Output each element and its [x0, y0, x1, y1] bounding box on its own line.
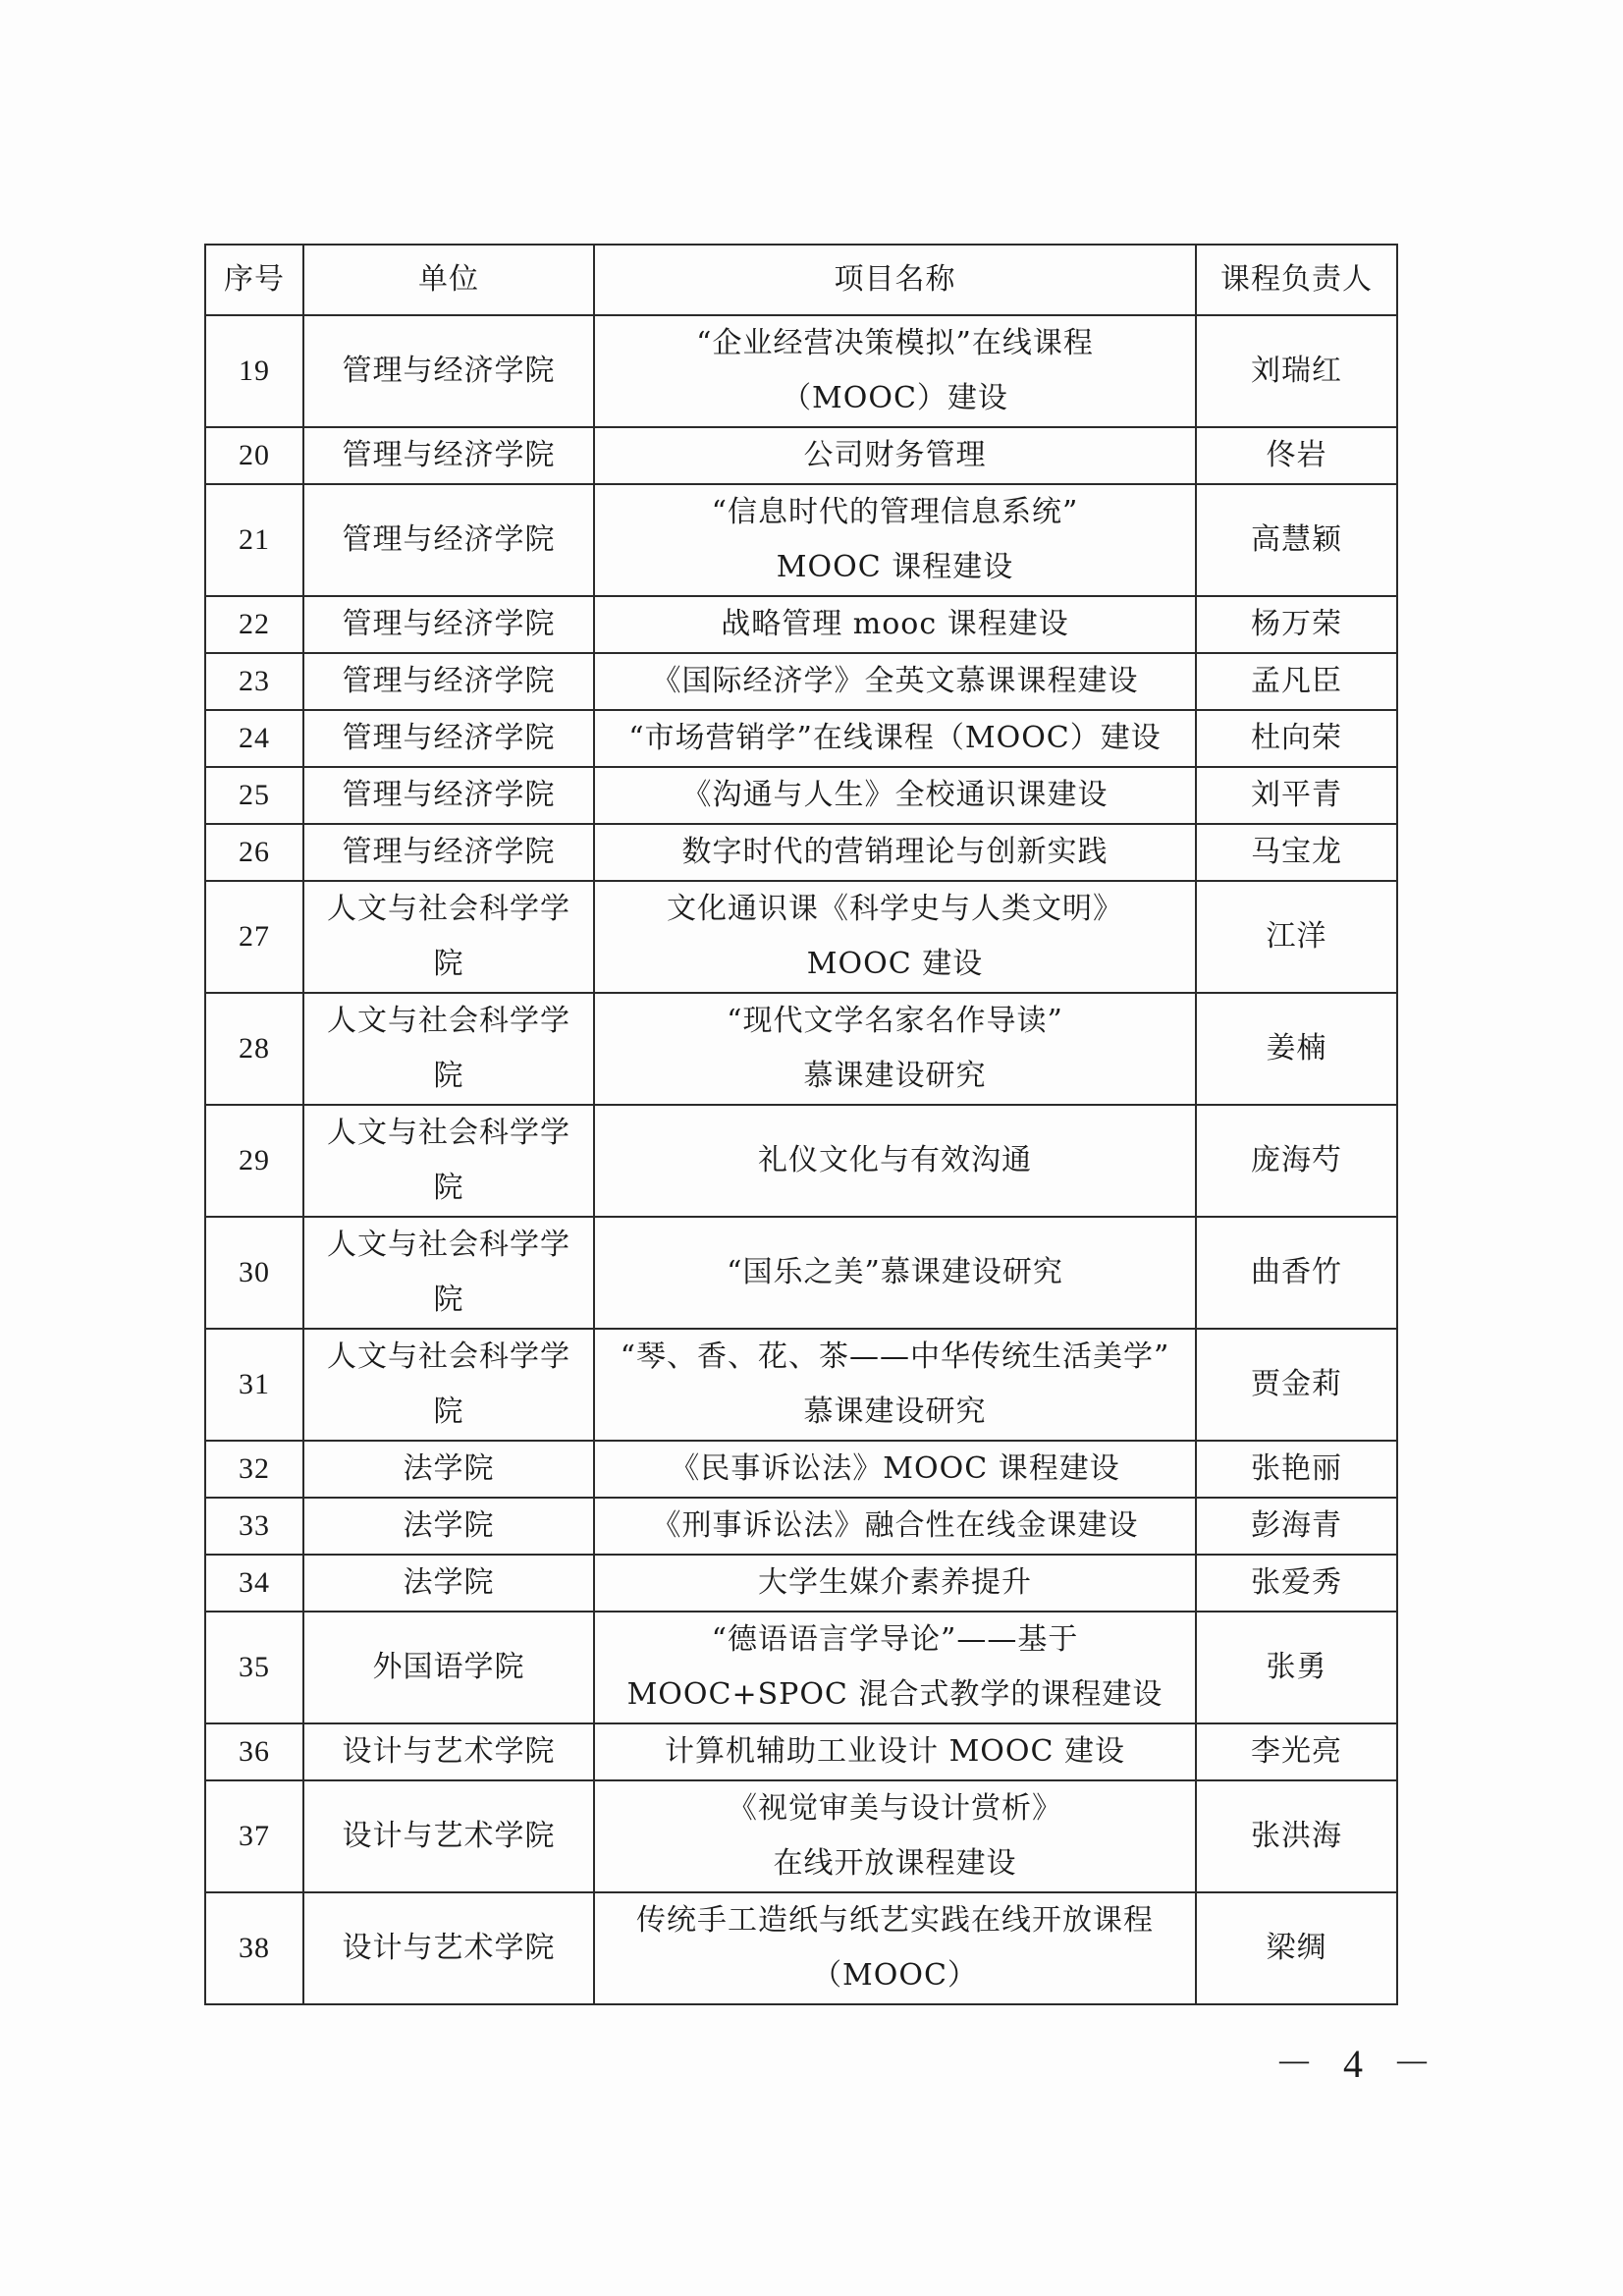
cell-unit: 设计与艺术学院 [303, 1780, 594, 1892]
cell-unit: 管理与经济学院 [303, 767, 594, 824]
cell-seq: 35 [205, 1612, 303, 1723]
header-unit: 单位 [303, 245, 594, 315]
cell-unit: 管理与经济学院 [303, 596, 594, 653]
table-row [205, 824, 1397, 881]
table-row [205, 1723, 1397, 1780]
cell-unit: 法学院 [303, 1555, 594, 1612]
cell-project-name: 《视觉审美与设计赏析》 在线开放课程建设 [594, 1780, 1196, 1892]
table-row [205, 1329, 1397, 1441]
table-row [205, 710, 1397, 767]
cell-seq: 28 [205, 993, 303, 1105]
cell-project-name: 礼仪文化与有效沟通 [594, 1105, 1196, 1217]
cell-course-lead: 庞海芍 [1196, 1105, 1397, 1217]
cell-project-name: 《沟通与人生》全校通识课建设 [594, 767, 1196, 824]
cell-seq: 32 [205, 1441, 303, 1498]
cell-course-lead: 彭海青 [1196, 1498, 1397, 1555]
table-row [205, 1555, 1397, 1612]
cell-course-lead: 张爱秀 [1196, 1555, 1397, 1612]
table-row [205, 596, 1397, 653]
cell-seq: 22 [205, 596, 303, 653]
cell-project-name: 《民事诉讼法》MOOC 课程建设 [594, 1441, 1196, 1498]
cell-seq: 34 [205, 1555, 303, 1612]
cell-course-lead: 刘平青 [1196, 767, 1397, 824]
table-row [205, 1441, 1397, 1498]
cell-course-lead: 张勇 [1196, 1612, 1397, 1723]
cell-project-name: 传统手工造纸与纸艺实践在线开放课程 （MOOC） [594, 1892, 1196, 2004]
cell-project-name: “信息时代的管理信息系统” MOOC 课程建设 [594, 484, 1196, 596]
cell-unit: 管理与经济学院 [303, 824, 594, 881]
cell-seq: 19 [205, 315, 303, 427]
cell-project-name: “市场营销学”在线课程（MOOC）建设 [594, 710, 1196, 767]
cell-course-lead: 梁绸 [1196, 1892, 1397, 2004]
cell-project-name: 《刑事诉讼法》融合性在线金课建设 [594, 1498, 1196, 1555]
table-row [205, 484, 1397, 596]
table-row [205, 1612, 1397, 1723]
header-course-lead: 课程负责人 [1196, 245, 1397, 315]
table-row [205, 653, 1397, 710]
page-number: － 4 － [1274, 2042, 1441, 2086]
cell-seq: 20 [205, 427, 303, 484]
cell-course-lead: 江洋 [1196, 881, 1397, 993]
cell-seq: 38 [205, 1892, 303, 2004]
header-project-name: 项目名称 [594, 245, 1196, 315]
table-row [205, 1498, 1397, 1555]
cell-project-name: 数字时代的营销理论与创新实践 [594, 824, 1196, 881]
cell-project-name: 大学生媒介素养提升 [594, 1555, 1196, 1612]
table-row [205, 993, 1397, 1105]
cell-course-lead: 杜向荣 [1196, 710, 1397, 767]
cell-project-name: 计算机辅助工业设计 MOOC 建设 [594, 1723, 1196, 1780]
cell-unit: 管理与经济学院 [303, 315, 594, 427]
table-row [205, 881, 1397, 993]
cell-course-lead: 杨万荣 [1196, 596, 1397, 653]
cell-project-name: 《国际经济学》全英文慕课课程建设 [594, 653, 1196, 710]
cell-unit: 法学院 [303, 1441, 594, 1498]
cell-seq: 27 [205, 881, 303, 993]
cell-seq: 21 [205, 484, 303, 596]
cell-unit: 管理与经济学院 [303, 484, 594, 596]
cell-course-lead: 张洪海 [1196, 1780, 1397, 1892]
cell-unit: 管理与经济学院 [303, 427, 594, 484]
table-row [205, 1105, 1397, 1217]
cell-unit: 设计与艺术学院 [303, 1723, 594, 1780]
cell-seq: 33 [205, 1498, 303, 1555]
cell-seq: 24 [205, 710, 303, 767]
cell-project-name: “企业经营决策模拟”在线课程 （MOOC）建设 [594, 315, 1196, 427]
cell-seq: 37 [205, 1780, 303, 1892]
cell-project-name: 公司财务管理 [594, 427, 1196, 484]
cell-course-lead: 张艳丽 [1196, 1441, 1397, 1498]
cell-unit: 外国语学院 [303, 1612, 594, 1723]
table-row [205, 1780, 1397, 1892]
cell-project-name: 文化通识课《科学史与人类文明》 MOOC 建设 [594, 881, 1196, 993]
cell-unit: 人文与社会科学学 院 [303, 993, 594, 1105]
cell-course-lead: 曲香竹 [1196, 1217, 1397, 1329]
cell-unit: 法学院 [303, 1498, 594, 1555]
cell-course-lead: 刘瑞红 [1196, 315, 1397, 427]
cell-seq: 31 [205, 1329, 303, 1441]
cell-unit: 设计与艺术学院 [303, 1892, 594, 2004]
table-row [205, 427, 1397, 484]
cell-unit: 管理与经济学院 [303, 710, 594, 767]
cell-seq: 26 [205, 824, 303, 881]
cell-course-lead: 高慧颖 [1196, 484, 1397, 596]
cell-project-name: “现代文学名家名作导读” 慕课建设研究 [594, 993, 1196, 1105]
cell-course-lead: 孟凡臣 [1196, 653, 1397, 710]
cell-seq: 29 [205, 1105, 303, 1217]
cell-unit: 人文与社会科学学 院 [303, 1105, 594, 1217]
cell-unit: 管理与经济学院 [303, 653, 594, 710]
cell-unit: 人文与社会科学学 院 [303, 1329, 594, 1441]
cell-course-lead: 贾金莉 [1196, 1329, 1397, 1441]
table-row [205, 1217, 1397, 1329]
header-seq: 序号 [205, 245, 303, 315]
cell-project-name: “国乐之美”慕课建设研究 [594, 1217, 1196, 1329]
table-body [205, 315, 1397, 2004]
cell-project-name: 战略管理 mooc 课程建设 [594, 596, 1196, 653]
cell-seq: 36 [205, 1723, 303, 1780]
cell-course-lead: 姜楠 [1196, 993, 1397, 1105]
table-row [205, 1892, 1397, 2004]
cell-project-name: “德语语言学导论”——基于 MOOC+SPOC 混合式教学的课程建设 [594, 1612, 1196, 1723]
cell-unit: 人文与社会科学学 院 [303, 881, 594, 993]
cell-seq: 30 [205, 1217, 303, 1329]
cell-seq: 23 [205, 653, 303, 710]
table-row [205, 767, 1397, 824]
project-table [204, 244, 1398, 2005]
table-row [205, 315, 1397, 427]
cell-course-lead: 李光亮 [1196, 1723, 1397, 1780]
cell-course-lead: 马宝龙 [1196, 824, 1397, 881]
table-header-row [205, 245, 1397, 315]
cell-project-name: “琴、香、花、茶——中华传统生活美学” 慕课建设研究 [594, 1329, 1196, 1441]
cell-seq: 25 [205, 767, 303, 824]
cell-unit: 人文与社会科学学 院 [303, 1217, 594, 1329]
cell-course-lead: 佟岩 [1196, 427, 1397, 484]
